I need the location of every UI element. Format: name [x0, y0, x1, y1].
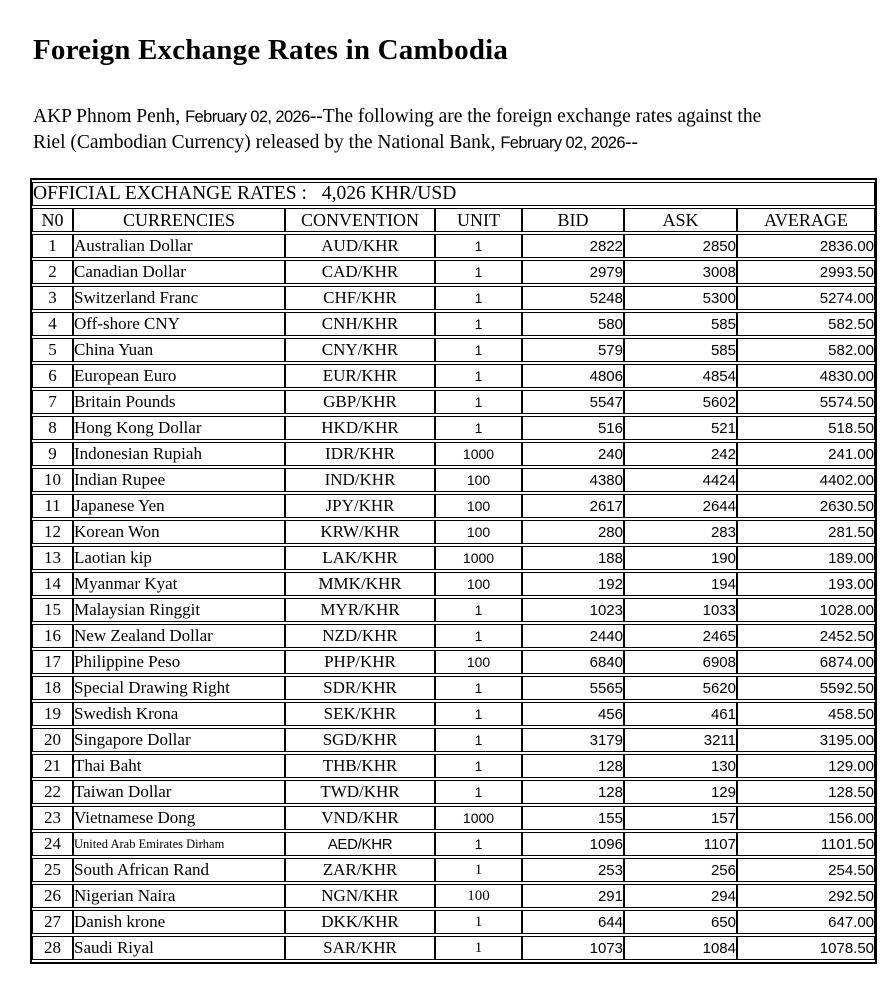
cell-row-number: 19 — [32, 702, 73, 726]
cell-row-number: 13 — [32, 546, 73, 570]
cell-bid: 456 — [522, 702, 624, 726]
cell-ask: 157 — [624, 806, 737, 830]
cell-row-number: 10 — [32, 468, 73, 492]
cell-bid: 4380 — [522, 468, 624, 492]
cell-bid: 1096 — [522, 832, 624, 856]
intro-text: -- — [624, 132, 638, 153]
column-header-unit: UNIT — [435, 208, 522, 232]
cell-currency: Special Drawing Right — [73, 676, 285, 700]
cell-unit: 100 — [435, 520, 522, 544]
cell-average: 193.00 — [737, 572, 875, 596]
cell-ask: 5602 — [624, 390, 737, 414]
cell-row-number: 18 — [32, 676, 73, 700]
cell-average: 1078.50 — [737, 936, 875, 960]
cell-average: 458.50 — [737, 702, 875, 726]
cell-currency: Danish krone — [73, 910, 285, 934]
cell-row-number: 8 — [32, 416, 73, 440]
table-row — [32, 390, 875, 414]
column-header-convention: CONVENTION — [285, 208, 435, 232]
official-rates-label: OFFICIAL EXCHANGE RATES : — [33, 183, 307, 204]
table-header-row — [32, 208, 875, 232]
cell-unit: 1 — [435, 936, 522, 960]
cell-bid: 3179 — [522, 728, 624, 752]
cell-currency: Laotian kip — [73, 546, 285, 570]
cell-row-number: 25 — [32, 858, 73, 882]
cell-unit: 1 — [435, 598, 522, 622]
cell-row-number: 24 — [32, 832, 73, 856]
cell-convention: KRW/KHR — [285, 520, 435, 544]
table-row — [32, 884, 875, 908]
cell-ask: 194 — [624, 572, 737, 596]
intro-paragraph — [33, 104, 873, 156]
page-title: Foreign Exchange Rates in Cambodia — [33, 34, 509, 66]
cell-convention: PHP/KHR — [285, 650, 435, 674]
cell-convention: MYR/KHR — [285, 598, 435, 622]
cell-currency: Canadian Dollar — [73, 260, 285, 284]
cell-currency: Hong Kong Dollar — [73, 416, 285, 440]
cell-bid: 5248 — [522, 286, 624, 310]
cell-unit: 1 — [435, 702, 522, 726]
cell-bid: 579 — [522, 338, 624, 362]
cell-unit: 1 — [435, 312, 522, 336]
cell-convention: MMK/KHR — [285, 572, 435, 596]
cell-currency: Indian Rupee — [73, 468, 285, 492]
table-row — [32, 416, 875, 440]
cell-convention: TWD/KHR — [285, 780, 435, 804]
cell-average: 582.00 — [737, 338, 875, 362]
cell-currency: Singapore Dollar — [73, 728, 285, 752]
cell-ask: 190 — [624, 546, 737, 570]
table-row — [32, 650, 875, 674]
cell-bid: 5547 — [522, 390, 624, 414]
cell-row-number: 20 — [32, 728, 73, 752]
cell-bid: 644 — [522, 910, 624, 934]
table-row — [32, 598, 875, 622]
cell-average: 647.00 — [737, 910, 875, 934]
cell-convention: CNY/KHR — [285, 338, 435, 362]
column-header-ask: ASK — [624, 208, 737, 232]
cell-average: 4402.00 — [737, 468, 875, 492]
cell-average: 1028.00 — [737, 598, 875, 622]
cell-convention: IDR/KHR — [285, 442, 435, 466]
cell-row-number: 4 — [32, 312, 73, 336]
cell-unit: 1 — [435, 858, 522, 882]
cell-ask: 585 — [624, 338, 737, 362]
cell-row-number: 27 — [32, 910, 73, 934]
cell-bid: 516 — [522, 416, 624, 440]
cell-average: 2836.00 — [737, 234, 875, 258]
cell-row-number: 11 — [32, 494, 73, 518]
cell-currency: China Yuan — [73, 338, 285, 362]
table-row — [32, 624, 875, 648]
cell-ask: 650 — [624, 910, 737, 934]
rates-table-body — [32, 182, 875, 960]
cell-average: 156.00 — [737, 806, 875, 830]
cell-unit: 100 — [435, 884, 522, 908]
cell-unit: 100 — [435, 572, 522, 596]
cell-currency: Australian Dollar — [73, 234, 285, 258]
cell-ask: 2850 — [624, 234, 737, 258]
table-row — [32, 936, 875, 960]
cell-average: 4830.00 — [737, 364, 875, 388]
cell-convention: IND/KHR — [285, 468, 435, 492]
cell-row-number: 3 — [32, 286, 73, 310]
cell-unit: 1 — [435, 676, 522, 700]
intro-date: February 02, 2026 — [185, 108, 310, 126]
cell-currency: Saudi Riyal — [73, 936, 285, 960]
cell-row-number: 16 — [32, 624, 73, 648]
cell-ask: 461 — [624, 702, 737, 726]
cell-currency: South African Rand — [73, 858, 285, 882]
cell-ask: 1107 — [624, 832, 737, 856]
cell-bid: 1073 — [522, 936, 624, 960]
cell-ask: 256 — [624, 858, 737, 882]
cell-currency: Thai Baht — [73, 754, 285, 778]
table-row — [32, 676, 875, 700]
cell-currency: New Zealand Dollar — [73, 624, 285, 648]
cell-unit: 1000 — [435, 546, 522, 570]
table-row — [32, 338, 875, 362]
cell-bid: 2979 — [522, 260, 624, 284]
cell-bid: 128 — [522, 780, 624, 804]
cell-average: 5592.50 — [737, 676, 875, 700]
intro-line-2 — [33, 130, 873, 156]
cell-unit: 100 — [435, 468, 522, 492]
table-row — [32, 754, 875, 778]
cell-unit: 1 — [435, 624, 522, 648]
cell-ask: 5620 — [624, 676, 737, 700]
cell-row-number: 23 — [32, 806, 73, 830]
intro-text: --The following are the foreign exchange rates against the — [309, 106, 762, 127]
table-row — [32, 728, 875, 752]
cell-unit: 1 — [435, 234, 522, 258]
cell-convention: GBP/KHR — [285, 390, 435, 414]
cell-bid: 128 — [522, 754, 624, 778]
table-row — [32, 572, 875, 596]
cell-bid: 155 — [522, 806, 624, 830]
cell-convention: HKD/KHR — [285, 416, 435, 440]
table-row — [32, 260, 875, 284]
cell-ask: 242 — [624, 442, 737, 466]
cell-unit: 1 — [435, 780, 522, 804]
cell-average: 128.50 — [737, 780, 875, 804]
cell-bid: 240 — [522, 442, 624, 466]
cell-convention: CHF/KHR — [285, 286, 435, 310]
cell-convention: SEK/KHR — [285, 702, 435, 726]
cell-convention: NZD/KHR — [285, 624, 435, 648]
cell-ask: 4424 — [624, 468, 737, 492]
intro-date: February 02, 2026 — [500, 134, 625, 152]
cell-unit: 1 — [435, 416, 522, 440]
table-row — [32, 494, 875, 518]
cell-row-number: 12 — [32, 520, 73, 544]
cell-convention: CAD/KHR — [285, 260, 435, 284]
intro-line-1 — [33, 104, 873, 130]
cell-average: 189.00 — [737, 546, 875, 570]
cell-row-number: 5 — [32, 338, 73, 362]
cell-ask: 3008 — [624, 260, 737, 284]
cell-row-number: 2 — [32, 260, 73, 284]
cell-convention: DKK/KHR — [285, 910, 435, 934]
cell-ask: 2465 — [624, 624, 737, 648]
cell-bid: 280 — [522, 520, 624, 544]
cell-average: 582.50 — [737, 312, 875, 336]
cell-bid: 6840 — [522, 650, 624, 674]
cell-unit: 1000 — [435, 442, 522, 466]
cell-bid: 2822 — [522, 234, 624, 258]
cell-unit: 1000 — [435, 806, 522, 830]
cell-average: 241.00 — [737, 442, 875, 466]
cell-ask: 521 — [624, 416, 737, 440]
cell-ask: 1084 — [624, 936, 737, 960]
cell-unit: 1 — [435, 728, 522, 752]
cell-average: 2993.50 — [737, 260, 875, 284]
cell-average: 6874.00 — [737, 650, 875, 674]
cell-bid: 5565 — [522, 676, 624, 700]
cell-currency: Taiwan Dollar — [73, 780, 285, 804]
table-row — [32, 234, 875, 258]
cell-convention: CNH/KHR — [285, 312, 435, 336]
cell-currency: Nigerian Naira — [73, 884, 285, 908]
cell-unit: 100 — [435, 650, 522, 674]
cell-row-number: 22 — [32, 780, 73, 804]
cell-ask: 129 — [624, 780, 737, 804]
cell-convention: AUD/KHR — [285, 234, 435, 258]
table-row — [32, 832, 875, 856]
cell-currency: Japanese Yen — [73, 494, 285, 518]
cell-currency: Vietnamese Dong — [73, 806, 285, 830]
cell-currency: Korean Won — [73, 520, 285, 544]
table-row — [32, 702, 875, 726]
cell-currency: Swedish Krona — [73, 702, 285, 726]
cell-average: 2452.50 — [737, 624, 875, 648]
cell-bid: 291 — [522, 884, 624, 908]
cell-ask: 283 — [624, 520, 737, 544]
column-header-bid: BID — [522, 208, 624, 232]
cell-bid: 2440 — [522, 624, 624, 648]
cell-ask: 294 — [624, 884, 737, 908]
cell-average: 129.00 — [737, 754, 875, 778]
cell-row-number: 26 — [32, 884, 73, 908]
table-row — [32, 780, 875, 804]
table-row — [32, 312, 875, 336]
column-header-average: AVERAGE — [737, 208, 875, 232]
cell-bid: 1023 — [522, 598, 624, 622]
cell-convention: JPY/KHR — [285, 494, 435, 518]
cell-unit: 1 — [435, 286, 522, 310]
cell-convention: SAR/KHR — [285, 936, 435, 960]
cell-bid: 580 — [522, 312, 624, 336]
cell-ask: 4854 — [624, 364, 737, 388]
cell-currency: Off-shore CNY — [73, 312, 285, 336]
cell-currency: European Euro — [73, 364, 285, 388]
cell-convention: LAK/KHR — [285, 546, 435, 570]
cell-bid: 192 — [522, 572, 624, 596]
cell-row-number: 9 — [32, 442, 73, 466]
cell-bid: 188 — [522, 546, 624, 570]
cell-currency: Switzerland Franc — [73, 286, 285, 310]
intro-text: Riel (Cambodian Currency) released by the National Bank, — [33, 132, 501, 153]
cell-ask: 3211 — [624, 728, 737, 752]
cell-average: 292.50 — [737, 884, 875, 908]
cell-average: 3195.00 — [737, 728, 875, 752]
cell-convention: SDR/KHR — [285, 676, 435, 700]
cell-average: 5574.50 — [737, 390, 875, 414]
cell-row-number: 17 — [32, 650, 73, 674]
cell-ask: 585 — [624, 312, 737, 336]
cell-unit: 1 — [435, 832, 522, 856]
table-row — [32, 442, 875, 466]
cell-average: 1101.50 — [737, 832, 875, 856]
cell-average: 518.50 — [737, 416, 875, 440]
cell-average: 5274.00 — [737, 286, 875, 310]
cell-convention: AED/KHR — [285, 832, 435, 856]
cell-row-number: 6 — [32, 364, 73, 388]
cell-convention: NGN/KHR — [285, 884, 435, 908]
cell-row-number: 28 — [32, 936, 73, 960]
table-row — [32, 806, 875, 830]
cell-row-number: 14 — [32, 572, 73, 596]
cell-currency: Myanmar Kyat — [73, 572, 285, 596]
cell-average: 254.50 — [737, 858, 875, 882]
official-rates-cell — [32, 182, 875, 206]
intro-text: AKP Phnom Penh, — [33, 106, 186, 127]
table-row — [32, 546, 875, 570]
column-header-currencies: CURRENCIES — [73, 208, 285, 232]
cell-average: 2630.50 — [737, 494, 875, 518]
cell-currency: United Arab Emirates Dirham — [73, 832, 285, 856]
cell-row-number: 7 — [32, 390, 73, 414]
cell-unit: 1 — [435, 390, 522, 414]
cell-bid: 2617 — [522, 494, 624, 518]
cell-ask: 6908 — [624, 650, 737, 674]
cell-convention: EUR/KHR — [285, 364, 435, 388]
cell-convention: SGD/KHR — [285, 728, 435, 752]
cell-convention: VND/KHR — [285, 806, 435, 830]
cell-currency: Philippine Peso — [73, 650, 285, 674]
official-rates-value: 4,026 KHR/USD — [321, 183, 457, 204]
cell-currency: Indonesian Rupiah — [73, 442, 285, 466]
cell-unit: 100 — [435, 494, 522, 518]
cell-unit: 1 — [435, 754, 522, 778]
cell-ask: 130 — [624, 754, 737, 778]
cell-convention: THB/KHR — [285, 754, 435, 778]
table-row — [32, 858, 875, 882]
cell-row-number: 21 — [32, 754, 73, 778]
cell-ask: 1033 — [624, 598, 737, 622]
rates-table — [30, 178, 877, 964]
column-header-no: N0 — [32, 208, 73, 232]
cell-currency: Malaysian Ringgit — [73, 598, 285, 622]
table-row — [32, 910, 875, 934]
table-row — [32, 364, 875, 388]
table-row — [32, 286, 875, 310]
cell-currency: Britain Pounds — [73, 390, 285, 414]
cell-bid: 253 — [522, 858, 624, 882]
cell-convention: ZAR/KHR — [285, 858, 435, 882]
cell-unit: 1 — [435, 260, 522, 284]
cell-ask: 2644 — [624, 494, 737, 518]
cell-unit: 1 — [435, 910, 522, 934]
cell-unit: 1 — [435, 338, 522, 362]
cell-bid: 4806 — [522, 364, 624, 388]
table-row — [32, 468, 875, 492]
official-rates-row — [32, 182, 875, 206]
cell-row-number: 15 — [32, 598, 73, 622]
cell-ask: 5300 — [624, 286, 737, 310]
table-row — [32, 520, 875, 544]
cell-average: 281.50 — [737, 520, 875, 544]
cell-row-number: 1 — [32, 234, 73, 258]
cell-unit: 1 — [435, 364, 522, 388]
